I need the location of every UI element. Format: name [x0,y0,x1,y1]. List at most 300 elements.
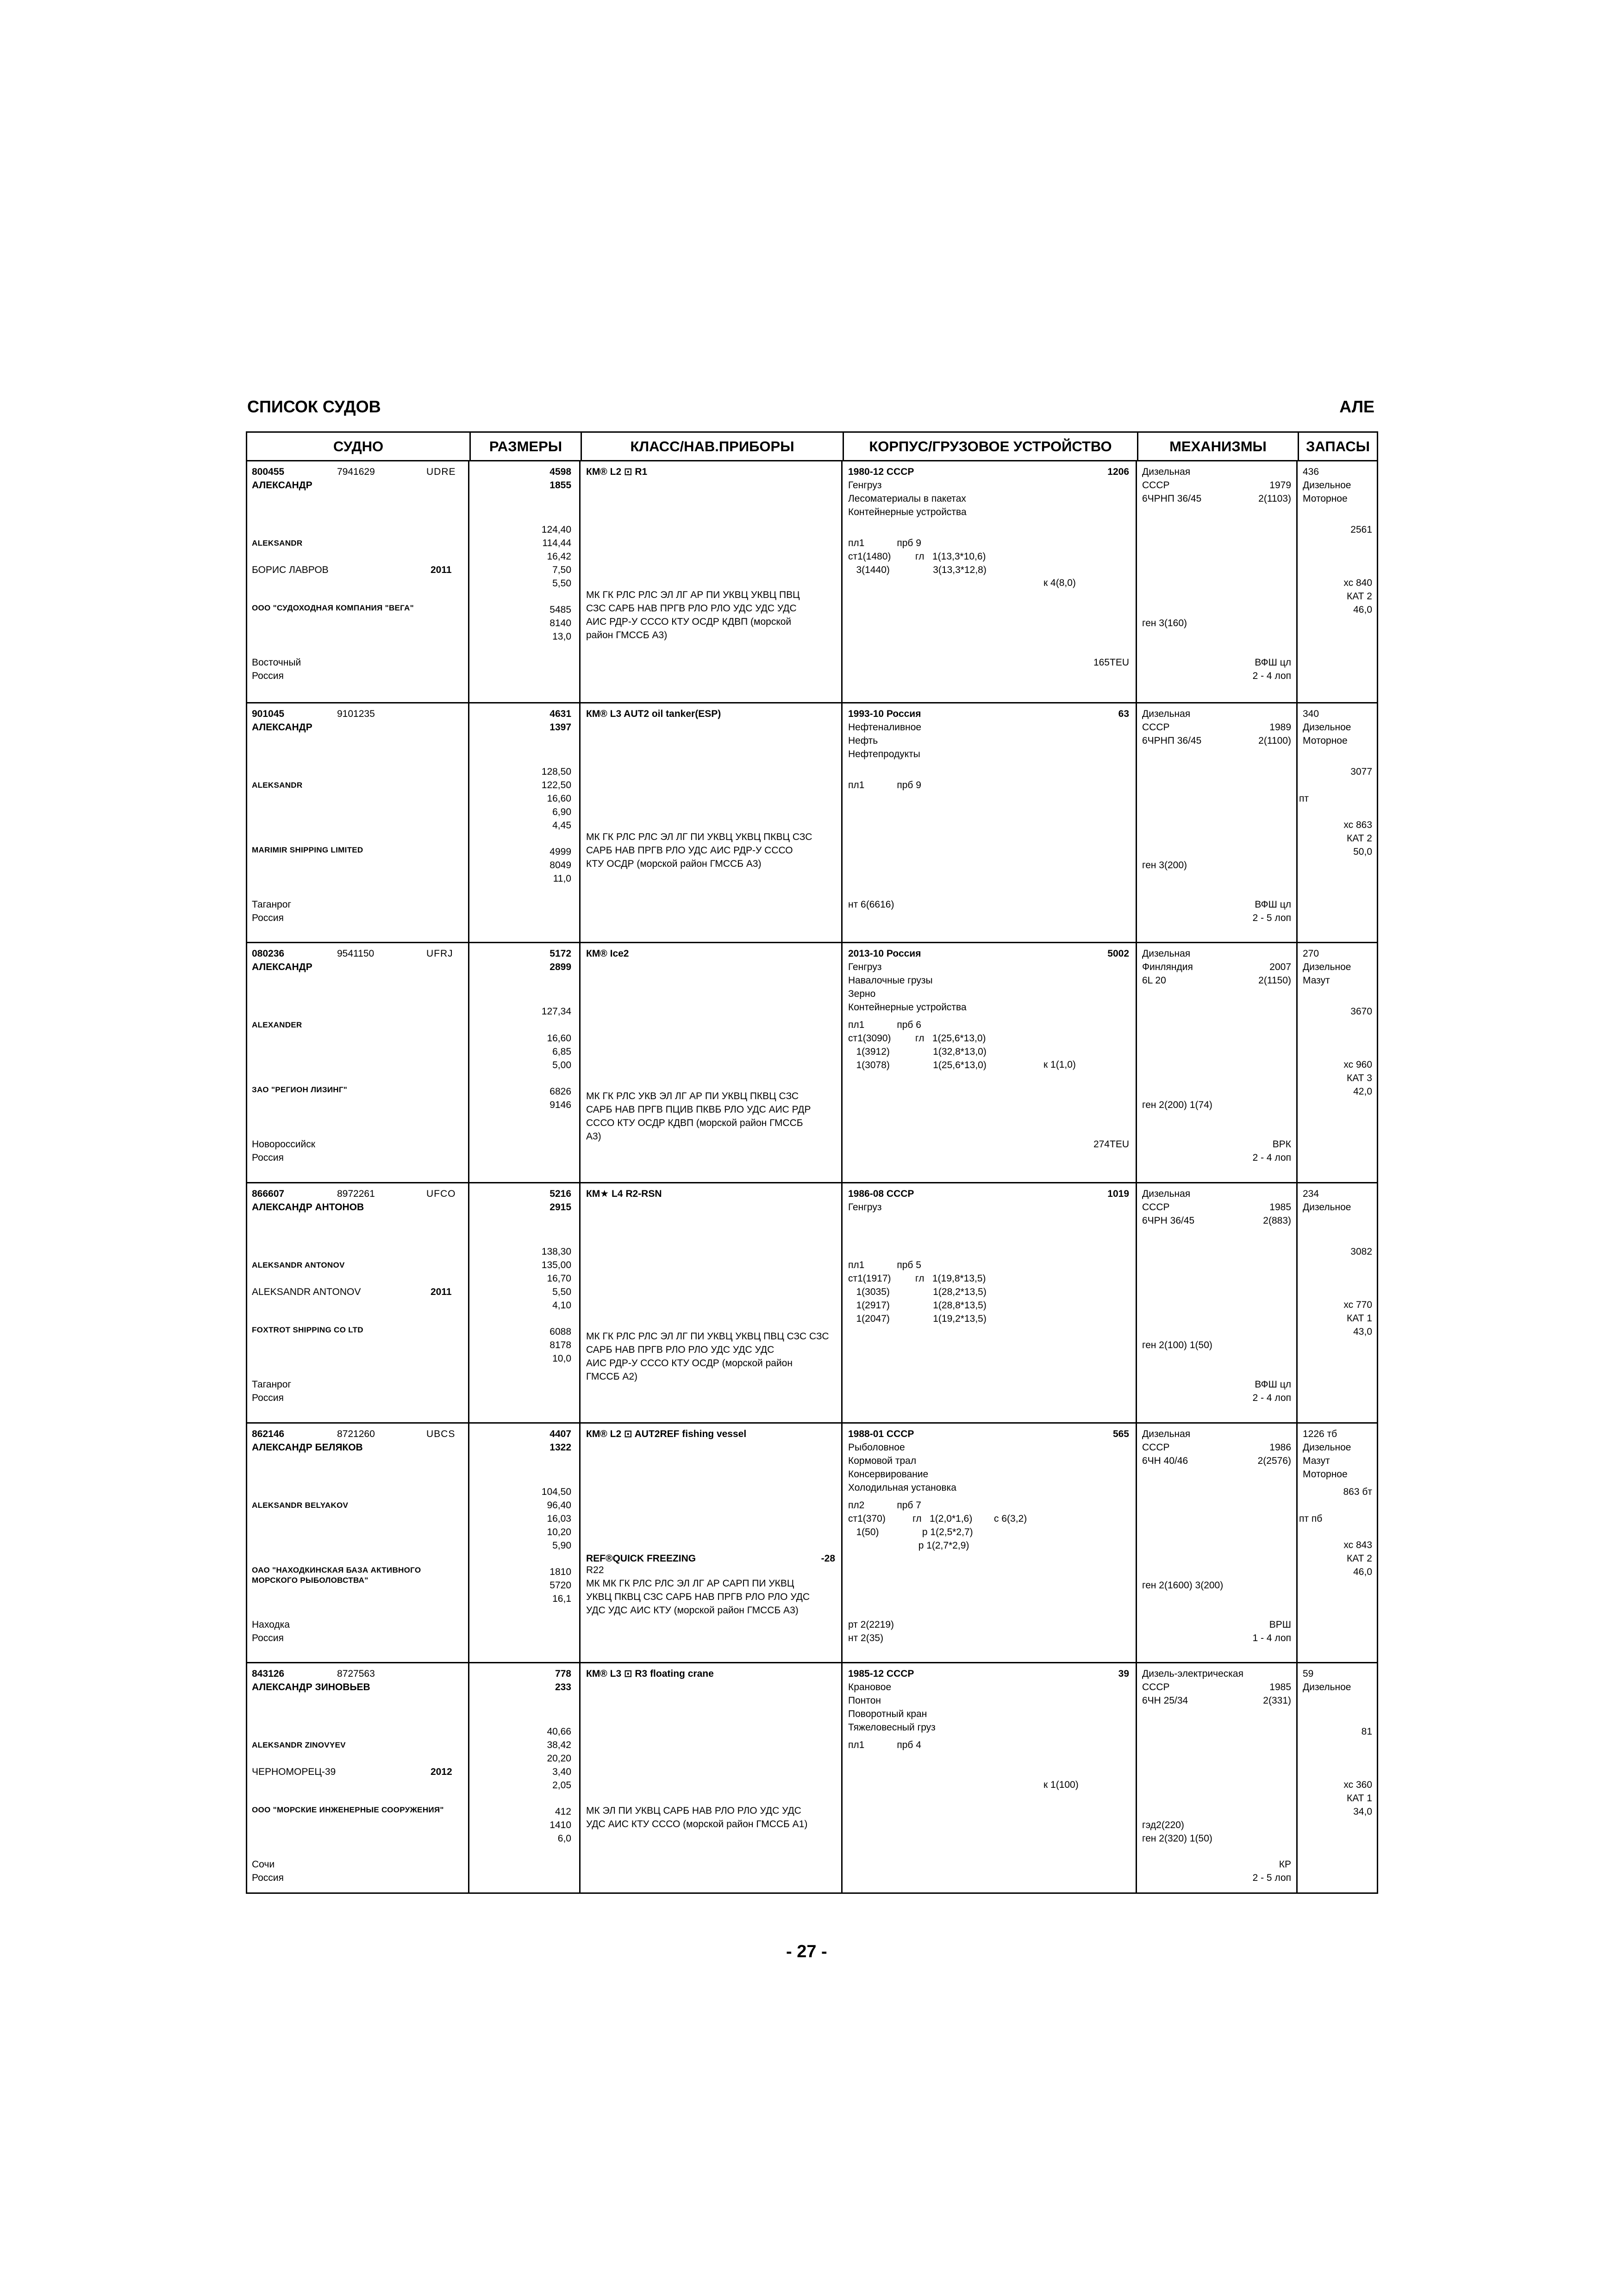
holds-and-hatches [848,1018,987,1072]
ship-type [848,1201,881,1214]
ship-name: АЛЕКСАНДР ЗИНОВЬЕВ [252,1682,370,1692]
lifeboat-data [1307,818,1372,859]
text-line: А3) [586,1131,601,1142]
imo-number: 7941629 [337,467,375,477]
text-line: Дизельное [1303,722,1351,733]
engine-type [1142,947,1193,987]
build-date-country: 1993-10 Россия [848,709,921,719]
flag-state: Россия [252,671,284,681]
main-dimensions [474,1245,571,1312]
gross-tonnage: 778 [555,1668,571,1679]
generators [1142,1338,1212,1352]
text-line: Контейнерные устройства [848,1002,967,1013]
stores-volume: 2561 [1350,524,1372,535]
holds-and-hatches [848,536,987,577]
stores-volume: 3077 [1350,766,1372,777]
home-port: Таганрог [252,899,292,910]
call-sign: UFCO [426,1188,456,1199]
text-line: СССР [1142,480,1170,491]
engine-type [1142,1187,1194,1227]
build-date-country: 1980-12 СССР [848,467,914,477]
text-line: 16,70 [547,1273,571,1284]
gross-tonnage: 4598 [550,467,571,477]
text-line: нт 6(6616) [848,899,894,910]
build-number: 39 [1118,1668,1129,1679]
former-name-year: 2011 [431,1287,452,1297]
holds-and-hatches [848,1738,921,1752]
text-line: Дизельное [1303,1202,1351,1213]
lifeboat-data [1307,1778,1372,1818]
text-line: 5720 [550,1580,571,1591]
owner: ООО "СУДОХОДНАЯ КОМПАНИЯ "ВЕГА" [252,604,414,612]
text-line: 412 [555,1806,571,1817]
text-line: 1810 [550,1567,571,1577]
text-line: 16,1 [552,1593,571,1604]
imo-number: 8972261 [337,1188,375,1199]
class-notation: КМ★ L4 R2-RSN [586,1188,662,1199]
engine-year: 2007 [1269,962,1291,972]
text-line: Нефть [848,735,878,746]
text-line: 1(3912) 1(32,8*13,0) [848,1046,987,1057]
text-line: 8140 [550,618,571,628]
lifeboat-data [1307,1538,1372,1579]
call-sign: UFRJ [426,948,453,959]
build-date-country: 1988-01 СССР [848,1429,914,1439]
text-line: Моторное [1303,1469,1348,1480]
ship-name: АЛЕКСАНДР [252,962,312,972]
text-line: 50,0 [1353,846,1372,857]
former-name: БОРИС ЛАВРОВ [252,565,329,575]
text-line: хс 360 [1343,1780,1372,1790]
holds-and-hatches [848,1258,987,1325]
build-number: 5002 [1107,948,1129,959]
text-line: пл2 прб 7 [848,1500,921,1511]
column-header-vessel: СУДНО [247,433,469,461]
build-number: 565 [1112,1429,1129,1439]
text-line [474,1112,571,1125]
engine-type [1142,707,1201,747]
page-number: - 27 - [786,1942,827,1961]
text-line: Генгруз [848,480,882,491]
text-line: хс 960 [1343,1059,1372,1070]
engine-type [1142,1427,1190,1468]
fuel-stores [1303,947,1351,987]
class-notation: КМ® L3 AUT2 oil tanker(ESP) [586,709,721,719]
text-line: АИС РДР-У СССО КТУ ОСДР КДВП (морской [586,616,792,627]
text-line: АИС РДР-У СССО КТУ ОСДР (морской район [586,1358,793,1369]
text-line: 20,20 [547,1753,571,1764]
call-sign: UBCS [426,1429,456,1439]
text-line: 1(50) р 1(2,5*2,7) [848,1527,973,1537]
lifeboat-data [1307,1058,1372,1098]
text-line: ст1(1480) гл 1(13,3*10,6) [848,551,986,562]
text-line: 6,0 [557,1833,571,1844]
propeller-type: КР [1279,1859,1291,1870]
class-extra-value: -28 [821,1553,835,1564]
ship-record [247,1662,1377,1892]
lifeboat-data [1307,576,1372,616]
text-line: СЗС САРБ НАВ ПРГВ РЛО РЛО УДС УДС УДС [586,603,797,614]
text-line: Поворотный кран [848,1709,927,1719]
generators [1142,616,1187,630]
engine-count-power: 2(2576) [1257,1456,1291,1466]
column-header-hull: КОРПУС/ГРУЗОВОЕ УСТРОЙСТВО [843,433,1137,461]
flag-state: Россия [252,1393,284,1403]
text-line: 16,60 [547,1033,571,1044]
text-line: ген 2(200) 1(74) [1142,1100,1212,1110]
text-line: 6ЧРНП 36/45 [1142,735,1202,746]
gross-tonnage: 4631 [550,709,571,719]
text-line: 138,30 [541,1246,571,1257]
text-line: район ГМССБ А3) [586,630,668,641]
text-line: Дизельное [1303,480,1351,491]
propeller-blades: 1 - 4 лоп [1252,1633,1291,1643]
former-name: ALEKSANDR ANTONOV [252,1287,361,1297]
text-line: 1(2917) 1(28,8*13,5) [848,1300,987,1311]
text-line: Дизельная [1142,467,1191,477]
cargo-tanks [848,1618,894,1645]
text-line: R22 [586,1565,604,1575]
latin-name: ALEKSANDR [252,539,303,548]
stores-volume: 863 бт [1343,1487,1372,1497]
column-header-dimensions: РАЗМЕРЫ [469,433,581,461]
net-tonnage: 2899 [550,962,571,972]
text-line: 124,40 [541,524,571,535]
text-line: 114,44 [542,538,571,548]
stores-volume: 3082 [1350,1246,1372,1257]
text-line: МК ГК РЛС РЛС ЭЛ ЛГ ПИ УКВЦ УКВЦ ПВЦ СЗС СЗС [586,1331,829,1342]
main-dimensions [474,765,571,832]
gross-tonnage: 5172 [550,948,571,959]
ship-type [848,1680,936,1734]
text-line: ст1(1917) гл 1(19,8*13,5) [848,1273,986,1284]
home-port: Сочи [252,1859,275,1870]
cranes: к 4(8,0) [1043,578,1076,588]
text-line: 6ЧРНП 36/45 [1142,493,1202,504]
former-name-year: 2012 [431,1767,452,1777]
column-header-stores: ЗАПАСЫ [1298,433,1377,461]
text-line: хс 840 [1343,578,1372,588]
text-line: 38,42 [547,1740,571,1750]
text-line: 340 [1303,709,1319,719]
navigation-equipment [586,588,800,642]
owner: MARIMIR SHIPPING LIMITED [252,846,363,854]
class-notation: КМ® L3 ⊡ R3 floating crane [586,1668,714,1679]
engine-year: 1985 [1269,1202,1291,1213]
text-line: Мазут [1303,975,1330,986]
flag-state: Россия [252,913,284,923]
text-line: 4999 [550,846,571,857]
fuel-stores [1303,1667,1351,1694]
engine-count-power: 2(883) [1263,1215,1291,1226]
text-line: Дизельная [1142,1188,1191,1199]
holds-and-hatches [848,1499,1027,1552]
deadweight-data [474,1565,571,1605]
engine-count-power: 2(1103) [1258,493,1291,504]
class-notation: КМ® L2 ⊡ AUT2REF fishing vessel [586,1429,747,1439]
owner: ЗАО "РЕГИОН ЛИЗИНГ" [252,1085,348,1094]
net-tonnage: 1322 [550,1442,571,1453]
deadweight-data [474,1325,571,1365]
text-line: 8049 [550,860,571,871]
text-line: УДС АИС КТУ СССО (морской район ГМССБ А1) [586,1819,808,1829]
ship-type [848,479,967,519]
owner: ООО "МОРСКИЕ ИНЖЕНЕРНЫЕ СООРУЖЕНИЯ" [252,1805,444,1814]
text-line: Навалочные грузы [848,975,933,986]
class-notation: КМ® L2 ⊡ R1 [586,467,648,477]
ship-record [247,1422,1377,1662]
latin-name: ALEKSANDR [252,781,303,790]
text-line: Контейнерные устройства [848,507,967,517]
stores-volume: 81 [1361,1726,1372,1737]
engine-count-power: 2(1150) [1258,975,1291,986]
text-line: ген 3(160) [1142,618,1187,628]
text-line: КАТ 2 [1347,591,1372,602]
text-line: 10,20 [547,1527,571,1537]
text-line: 46,0 [1353,1567,1372,1577]
text-line: 127,34 [541,1006,571,1017]
page-code: АЛЕ [1339,397,1374,416]
propeller-type: ВРК [1272,1139,1291,1150]
propeller-type: ВРШ [1269,1619,1291,1630]
gross-tonnage: 5216 [550,1188,571,1199]
text-line: 6ЧН 25/34 [1142,1695,1188,1706]
navigation-equipment [586,1563,810,1617]
class-extra: REF®QUICK FREEZING [586,1553,696,1564]
text-line: Дизель-электрическая [1142,1668,1243,1679]
text-line: 13,0 [552,631,571,642]
ship-record [247,702,1377,942]
net-tonnage: 1855 [550,480,571,491]
text-line: Зерно [848,989,876,999]
generators [1142,859,1187,872]
net-tonnage: 233 [555,1682,571,1692]
build-number: 63 [1118,709,1129,719]
text-line: хс 863 [1343,820,1372,830]
text-line: р 1(2,7*2,9) [848,1540,969,1551]
propeller-blades: 2 - 4 лоп [1252,1393,1291,1403]
cranes: к 1(1,0) [1043,1059,1076,1070]
navigation-equipment [586,1330,829,1383]
text-line: 436 [1303,467,1319,477]
owner: FOXTROT SHIPPING CO LTD [252,1325,363,1334]
text-line: ген 3(200) [1142,860,1187,871]
registry-number: 862146 [252,1429,285,1439]
text-line: пл1 прб 9 [848,780,921,790]
engine-count-power: 2(1100) [1258,735,1291,746]
engine-type [1142,465,1201,505]
propeller-blades: 2 - 4 лоп [1252,1152,1291,1163]
net-tonnage: 1397 [550,722,571,733]
ship-register-table [246,431,1378,1894]
imo-number: 8727563 [337,1668,375,1679]
text-line: СССО КТУ ОСДР КДВП (морской район ГМССБ [586,1118,803,1128]
text-line: 6L 20 [1142,975,1166,986]
text-line: ген 2(1600) 3(200) [1142,1580,1224,1591]
text-line: 43,0 [1353,1326,1372,1337]
text-line: 9146 [550,1100,571,1110]
text-line: 234 [1303,1188,1319,1199]
latin-name: ALEKSANDR ZINOVYEV [252,1741,346,1749]
deadweight-data [474,1805,571,1845]
text-line: 6ЧН 40/46 [1142,1456,1188,1466]
text-line: ст1(3090) гл 1(25,6*13,0) [848,1033,986,1044]
text-line: КАТ 1 [1347,1793,1372,1804]
text-line: 6,90 [552,807,571,817]
build-number: 1019 [1107,1188,1129,1199]
text-line: 122,50 [541,780,571,790]
ship-name: АЛЕКСАНДР [252,722,312,733]
text-line: Дизельная [1142,1429,1191,1439]
home-port: Таганрог [252,1379,292,1390]
build-number: 1206 [1107,467,1129,477]
text-line: 5,50 [552,1287,571,1297]
text-line: нт 2(35) [848,1633,884,1643]
text-line: ген 2(320) 1(50) [1142,1833,1212,1844]
text-line: Рыболовное [848,1442,905,1453]
text-line: КАТ 3 [1347,1073,1372,1083]
engine-year: 1979 [1269,480,1291,491]
text-line: 11,0 [553,873,571,884]
registry-number: 843126 [252,1668,285,1679]
text-line: Лесоматериалы в пакетах [848,493,966,504]
text-line: 42,0 [1353,1086,1372,1097]
stores-volume: 3670 [1350,1006,1372,1017]
ship-record [247,461,1377,702]
text-line: ГМССБ А2) [586,1371,638,1382]
text-line: ст1(370) гл 1(2,0*1,6) с 6(3,2) [848,1513,1027,1524]
flag-state: Россия [252,1873,284,1883]
text-line: КАТ 1 [1347,1313,1372,1324]
text-line: хс 843 [1343,1540,1372,1550]
text-line: 59 [1303,1668,1314,1679]
text-line: УКВЦ ПКВЦ СЗС САРБ НАВ ПРГВ РЛО РЛО УДС [586,1592,810,1602]
latin-name: ALEXANDER [252,1020,302,1029]
text-line: 3,40 [552,1767,571,1777]
text-line: Моторное [1303,493,1348,504]
deadweight-data [474,1085,571,1125]
text-line: 1226 тб [1303,1429,1337,1439]
text-line: 5,90 [552,1540,571,1551]
former-name-year: 2011 [431,565,452,575]
net-tonnage: 2915 [550,1202,571,1213]
ship-type [848,960,967,1014]
text-line: 34,0 [1353,1806,1372,1817]
propeller-blades: 2 - 4 лоп [1252,671,1291,681]
deadweight-data [474,845,571,885]
ship-name: АЛЕКСАНДР БЕЛЯКОВ [252,1442,363,1453]
text-line: Нефтеналивное [848,722,922,733]
text-line: Дизельное [1303,962,1351,972]
text-line: Понтон [848,1695,881,1706]
text-line: Дизельная [1142,948,1191,959]
text-line: Генгруз [848,1202,882,1213]
generators [1142,1579,1223,1592]
text-line: пл1 прб 4 [848,1740,921,1750]
latin-name: ALEKSANDR ANTONOV [252,1261,345,1269]
text-line: КТУ ОСДР (морской район ГМССБ А3) [586,859,762,869]
text-line: Дизельное [1303,1442,1351,1453]
imo-number: 9541150 [337,948,375,959]
fuel-stores [1303,465,1351,505]
text-line: СССР [1142,1202,1170,1213]
fuel-stores [1303,1427,1351,1481]
navigation-equipment [586,830,812,871]
text-line: 7,50 [552,565,571,575]
imo-number: 9101235 [337,709,375,719]
text-line: МК ГК РЛС РЛС ЭЛ ЛГ АР ПИ УКВЦ УКВЦ ПВЦ [586,590,800,600]
ship-name: АЛЕКСАНДР [252,480,312,491]
text-line: МК МК ГК РЛС РЛС ЭЛ ЛГ АР САРП ПИ УКВЦ [586,1578,794,1589]
text-line: Нефтепродукты [848,749,920,759]
stores-extra: пт [1299,793,1309,804]
main-dimensions [474,523,571,590]
lifeboat-data [1307,1298,1372,1338]
text-line: 3(1440) 3(13,3*12,8) [848,565,987,575]
generators [1142,1818,1212,1845]
ship-type [848,1441,956,1494]
text-line: Моторное [1303,735,1348,746]
text-line: ген 2(100) 1(50) [1142,1340,1212,1350]
text-line: 135,00 [541,1260,571,1270]
text-line: МК ГК РЛС РЛС ЭЛ ЛГ ПИ УКВЦ УКВЦ ПКВЦ СЗС [586,832,812,842]
text-line: 5485 [550,604,571,615]
class-notation: КМ® Ice2 [586,948,629,959]
imo-number: 8721260 [337,1429,375,1439]
generators [1142,1098,1212,1112]
home-port: Находка [252,1619,290,1630]
text-line: 6,85 [552,1046,571,1057]
engine-year: 1986 [1269,1442,1291,1453]
ship-record [247,942,1377,1182]
text-line: Кормовой трал [848,1456,917,1466]
stores-extra: пт пб [1299,1513,1323,1524]
text-line: 16,03 [547,1513,571,1524]
build-date-country: 1986-08 СССР [848,1188,914,1199]
propeller-type: ВФШ цл [1255,657,1291,668]
propeller-type: ВФШ цл [1255,1379,1291,1390]
text-line: 8178 [550,1340,571,1350]
text-line: Крановое [848,1682,892,1692]
fuel-stores [1303,1187,1351,1214]
main-dimensions [474,1725,571,1792]
engine-year: 1985 [1269,1682,1291,1692]
engine-year: 1989 [1269,722,1291,733]
container-capacity: 274TEU [1093,1139,1129,1150]
text-line: 96,40 [547,1500,571,1511]
cranes: к 1(100) [1043,1780,1079,1790]
text-line: СССР [1142,722,1170,733]
propeller-blades: 2 - 5 лоп [1252,913,1291,923]
text-line: хс 770 [1343,1300,1372,1310]
registry-number: 901045 [252,709,285,719]
text-line: 10,0 [552,1353,571,1364]
text-line: Мазут [1303,1456,1330,1466]
fuel-stores [1303,707,1351,747]
text-line: рт 2(2219) [848,1619,894,1630]
registry-number: 800455 [252,467,285,477]
text-line: 104,50 [541,1487,571,1497]
text-line: 5,00 [552,1060,571,1070]
text-line: Генгруз [848,962,882,972]
text-line: 5,50 [552,578,571,589]
flag-state: Россия [252,1152,284,1163]
text-line: 2,05 [552,1780,571,1791]
text-line: УДС УДС АИС КТУ (морской район ГМССБ А3) [586,1605,799,1616]
text-line: 6ЧРН 36/45 [1142,1215,1195,1226]
text-line: Финляндия [1142,962,1193,972]
text-line: МК ГК РЛС УКВ ЭЛ ЛГ АР ПИ УКВЦ ПКВЦ СЗС [586,1091,799,1101]
